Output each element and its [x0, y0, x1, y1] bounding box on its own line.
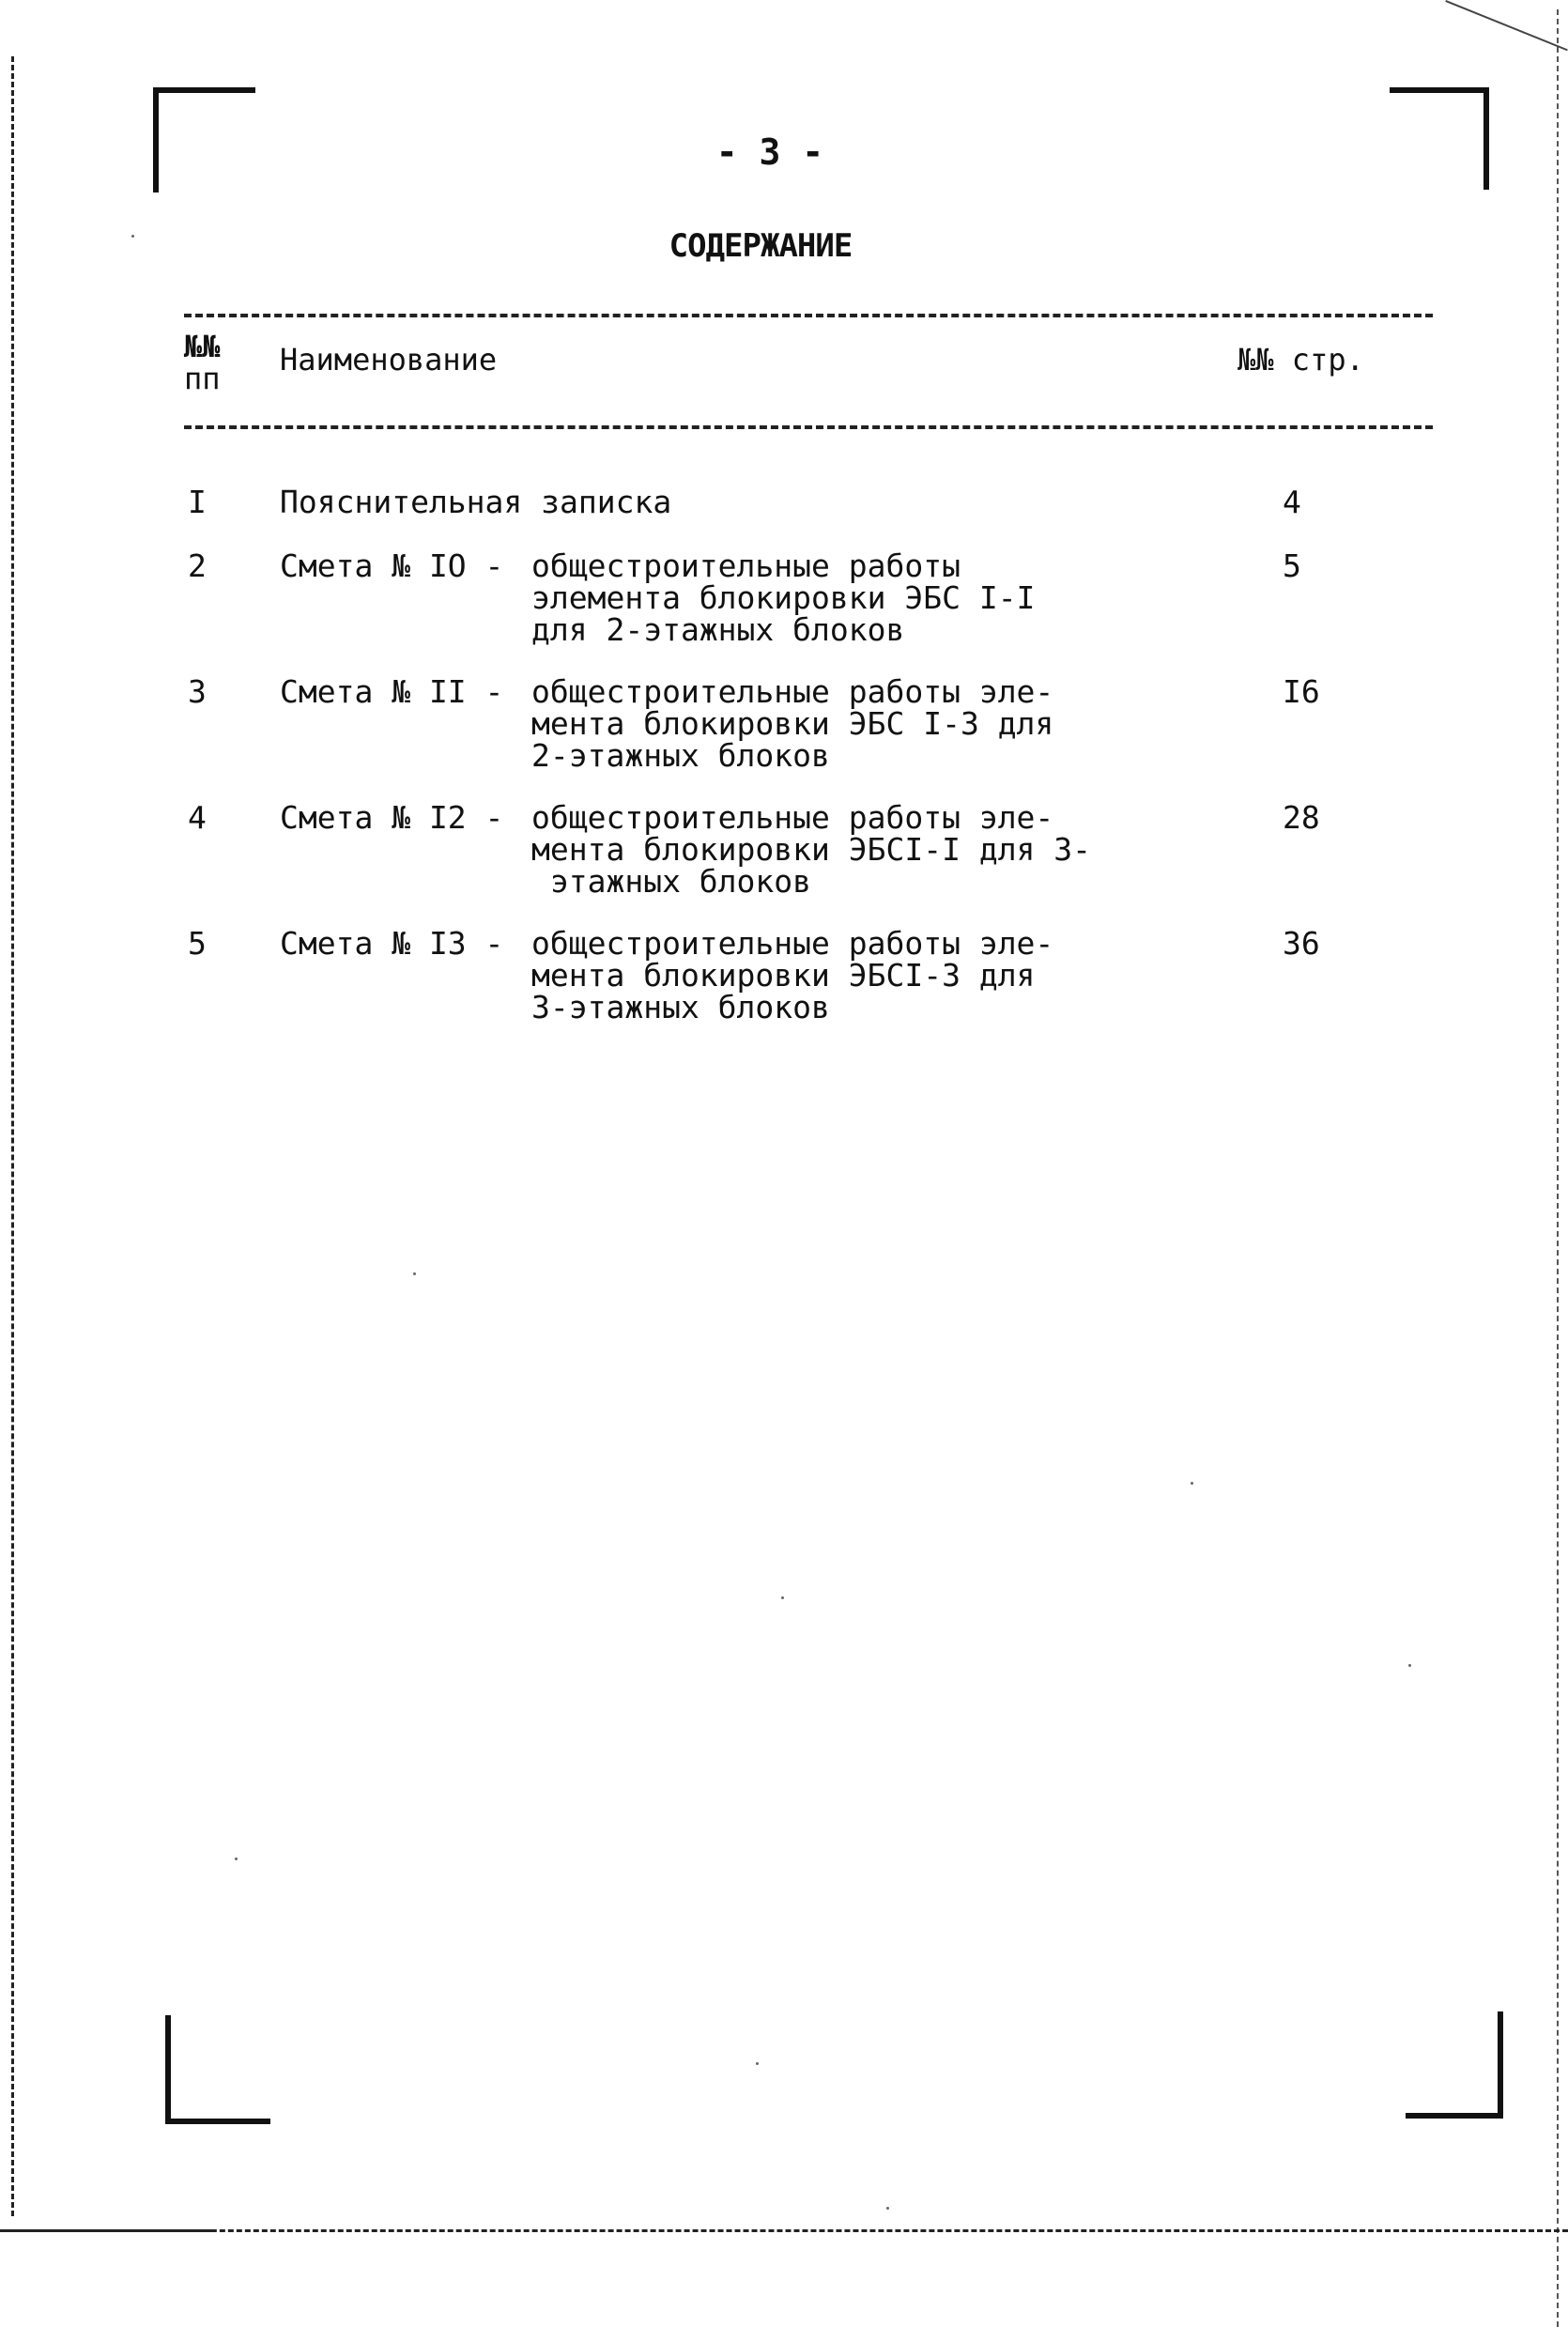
- toc-row-page: 5: [1283, 547, 1301, 584]
- toc-row-number: 3: [188, 673, 207, 710]
- toc-row-number: I: [188, 484, 207, 520]
- toc-row-number: 2: [188, 547, 207, 584]
- frame-corner-bottom-right: [1406, 2011, 1503, 2119]
- scan-speck: [886, 2207, 889, 2210]
- toc-row-description-line: 2-этажных блоков: [531, 737, 830, 774]
- toc-row-description-line: общестроительные работы эле-: [531, 673, 1054, 710]
- table-rule-top: [184, 314, 1433, 317]
- toc-row-description-line: общестроительные работы эле-: [531, 799, 1054, 836]
- column-header-page: №№ стр.: [1237, 342, 1364, 378]
- toc-row-estimate-ref: Смета № IO -: [280, 547, 504, 584]
- toc-row-description-line: этажных блоков: [531, 863, 812, 900]
- toc-row-page: 36: [1283, 925, 1320, 962]
- toc-row-number: 5: [188, 925, 207, 962]
- toc-row-description-line: Пояснительная записка: [280, 484, 672, 520]
- column-header-number-line1: №№: [184, 329, 221, 364]
- page-number: - 3 -: [715, 131, 824, 173]
- scan-speck: [756, 2062, 759, 2065]
- scan-edge-left: [11, 56, 14, 2216]
- toc-row-description-line: общестроительные работы: [531, 547, 961, 584]
- toc-row-estimate-ref: Смета № II -: [280, 673, 504, 710]
- scan-edge-bottom-solid: [0, 2229, 216, 2232]
- table-rule-bottom: [184, 425, 1433, 429]
- column-header-number-line2: пп: [184, 361, 221, 396]
- scan-speck: [235, 1857, 238, 1860]
- toc-row-description-line: 3-этажных блоков: [531, 989, 830, 1025]
- column-header-number: [184, 331, 250, 394]
- toc-row-estimate-ref: Смета № I3 -: [280, 925, 504, 962]
- scan-edge-right: [1557, 9, 1559, 2327]
- scan-speck: [131, 235, 134, 238]
- toc-row-description-line: общестроительные работы эле-: [531, 925, 1054, 962]
- column-header-name: Наименование: [280, 342, 498, 378]
- toc-row-description-line: элемента блокировки ЭБС I-I: [531, 579, 1036, 616]
- scan-speck: [1191, 1482, 1193, 1485]
- page-title: СОДЕРЖАНИЕ: [669, 227, 853, 265]
- toc-row-description-line: мента блокировки ЭБСI-3 для: [531, 957, 1036, 994]
- toc-row-description-line: для 2-этажных блоков: [531, 611, 905, 648]
- scan-speck: [413, 1272, 416, 1275]
- toc-row-page: 28: [1283, 799, 1320, 836]
- frame-corner-bottom-left: [165, 2015, 270, 2124]
- toc-row-number: 4: [188, 799, 207, 836]
- toc-row-estimate-ref: Смета № I2 -: [280, 799, 504, 836]
- toc-row-description-line: мента блокировки ЭБС I-3 для: [531, 705, 1054, 742]
- scan-speck: [1408, 1664, 1411, 1667]
- scan-edge-bottom: [0, 2229, 1568, 2232]
- frame-corner-top-right: [1390, 87, 1489, 190]
- toc-row-page: 4: [1283, 484, 1301, 520]
- scan-speck: [781, 1596, 784, 1599]
- frame-corner-top-left: [153, 87, 255, 193]
- toc-row-page: I6: [1283, 673, 1320, 710]
- toc-row-description-line: мента блокировки ЭБСI-I для 3-: [531, 831, 1092, 868]
